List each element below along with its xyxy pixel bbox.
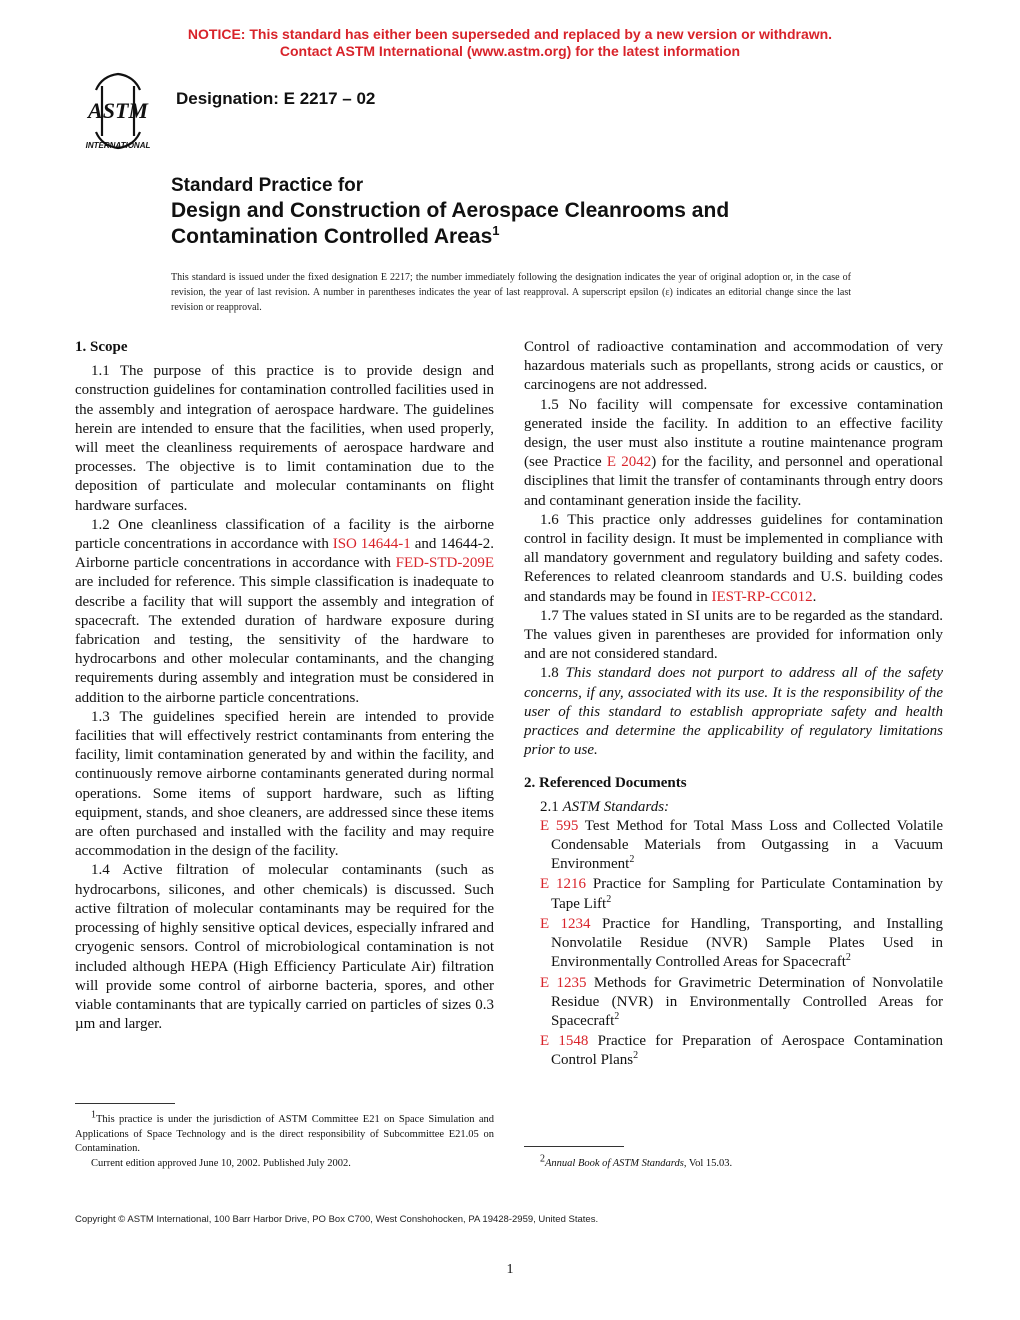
p1-2-text-c: are included for reference. This simple classification is inadequate to describe a facility that will support the assembly and integration of spacecraft. The extended duration of hardware exposure during fabrication and testing, the sensitivity of the hardware to hydrocarbons and other molecular contaminants, and the changing requirements during assembly and integration must be considered in addition to the airborne particle concentrations. <box>75 574 494 706</box>
subsection-2-1 <box>524 798 943 817</box>
p1-5-text-a: 1.5 No facility will compensate for excessive contamination generated inside the facility. In addition to an effective facility design, the user must also institute a routine maintenance program (see Practice <box>524 396 943 471</box>
reference-item <box>524 1032 943 1070</box>
subsection-2-1-label: ASTM Standards: <box>562 798 670 815</box>
section-heading-scope: 1. Scope <box>75 339 128 355</box>
document-title <box>171 174 891 250</box>
link-e-595[interactable]: E 595 <box>540 817 579 834</box>
footnote-2-text <box>524 1153 733 1169</box>
p1-8-number: 1.8 <box>540 665 566 682</box>
reference-text: Practice for Preparation of Aerospace Contamination Control Plans <box>551 1033 943 1069</box>
footnote-2-title: Annual Book of ASTM Standards <box>545 1158 684 1169</box>
reference-text: Practice for Handling, Transporting, and Installing Nonvolatile Residue (NVR) Sample Plates Used in Environmentally Controlled Areas for Spacecraft <box>551 915 944 971</box>
link-fed-std-209e[interactable]: FED-STD-209E <box>395 555 494 572</box>
title-line-3-text: Contamination Controlled Areas <box>171 225 493 248</box>
section-heading-referenced-documents: 2. Referenced Documents <box>524 775 687 792</box>
reference-footnote-mark: 2 <box>629 854 635 866</box>
reference-item <box>524 817 943 875</box>
title-line-1: Standard Practice for <box>171 175 364 196</box>
paragraph-1-7: 1.7 The values stated in SI units are to be regarded as the standard. The values given in parentheses are provided for information only and are not considered standard. <box>524 607 943 663</box>
paragraph-1-4-continued: Control of radioactive contamination and accommodation of very hazardous materials such as propellants, strong acids or caustics, or carcinogens are not addressed. <box>524 339 943 394</box>
paragraph-1-5 <box>524 396 943 511</box>
footnote-1 <box>75 1109 494 1171</box>
footnote-divider-right <box>524 1146 624 1147</box>
astm-logo <box>74 72 164 152</box>
link-e-1234[interactable]: E 1234 <box>540 915 591 932</box>
right-column <box>524 338 943 1072</box>
footnote-1-body: This practice is under the jurisdiction of ASTM Committee E21 on Space Simulation and Applications of Space Technology and is the direct responsibility of Subcommittee E21.05 on Contamination. <box>75 1114 494 1154</box>
paragraph-1-3: 1.3 The guidelines specified herein are intended to provide facilities that will effectively restrict contaminants from entering the facility, limit contamination generated by and within the facility, and continuously remove airborne contaminants generated during normal operations. Some items of support hardware, such as lifting equipment, stands, and shoe cleaners, are addressed since these items are often purchased and installed with the facility and may require accommodation in the design of the facility. <box>75 708 494 860</box>
logo-subtext: INTERNATIONAL <box>85 141 151 150</box>
page-number: 1 <box>506 1262 514 1277</box>
footnote-2-mark: 2 <box>540 1153 545 1165</box>
reference-item <box>524 875 943 913</box>
reference-text: Test Method for Total Mass Loss and Collected Volatile Condensable Materials from Outgassing in a Vacuum Environment <box>551 817 943 873</box>
reference-footnote-mark: 2 <box>845 952 851 964</box>
copyright-line: Copyright © ASTM International, 100 Barr Harbor Drive, PO Box C700, West Conshohocken, PA 19428-2959, United States. <box>75 1214 599 1225</box>
title-footnote-mark: 1 <box>492 223 500 238</box>
p1-2-text-b: and 14644-2. Airborne particle concentrations in accordance with <box>75 536 495 572</box>
reference-item <box>524 974 943 1032</box>
link-iso-14644-1[interactable]: ISO 14644-1 <box>332 536 411 553</box>
reference-footnote-mark: 2 <box>606 893 612 905</box>
title-main <box>171 198 891 250</box>
link-e-2042[interactable]: E 2042 <box>606 454 652 471</box>
link-e-1235[interactable]: E 1235 <box>540 974 587 991</box>
designation: Designation: E 2217 – 02 <box>176 89 376 108</box>
reference-footnote-mark: 2 <box>614 1010 620 1022</box>
footnote-1-edition: Current edition approved June 10, 2002. Published July 2002. <box>91 1157 351 1169</box>
footnote-divider-left <box>75 1103 175 1104</box>
link-e-1548[interactable]: E 1548 <box>540 1033 589 1050</box>
title-line-3 <box>171 224 891 250</box>
paragraph-1-2 <box>75 516 494 708</box>
issue-note: This standard is issued under the fixed designation E 2217; the number immediately following the designation indicates the year of original adoption or, in the case of revision, the year of last revision. A number in parentheses indicates the year of last reapproval. A superscript epsilon (ε) indicates an editorial change since the last revision or reapproval. <box>171 272 851 313</box>
paragraph-1-4: 1.4 Active filtration of molecular contaminants (such as hydrocarbons, silicones, and other chemicals) is discussed. Such active filtration of molecular contaminants may be required for the processing of highly sensitive optical devices, especially infrared and cryogenic sensors. Control of microbiological contamination is not included although HEPA (High Efficiency Particulate Air) filtration will provide some control of airborne bacteria, spores, and other viable contaminants that are typically carried on particles of sizes 0.3 µm and larger. <box>75 862 494 1033</box>
supersession-notice <box>0 26 1020 60</box>
link-iest-rp-cc012[interactable]: IEST-RP-CC012 <box>711 588 813 605</box>
notice-line-2: Contact ASTM International (www.astm.org) for the latest information <box>279 43 741 59</box>
paragraph-1-8 <box>524 664 943 760</box>
left-column <box>75 338 494 1034</box>
title-line-2: Design and Construction of Aerospace Cleanrooms and <box>171 199 730 222</box>
footnote-1-mark: 1 <box>91 1109 96 1121</box>
subsection-2-1-number: 2.1 <box>540 798 563 815</box>
p1-8-text: This standard does not purport to address all of the safety concerns, if any, associated with its use. It is the responsibility of the user of this standard to establish appropriate safety and health practices and determine the applicability of regulatory limitations prior to use. <box>524 665 944 759</box>
p1-6-text-a: 1.6 This practice only addresses guidelines for contamination control in facility design. It must be implemented in compliance with all mandatory government and regulatory building and safety codes. References to related cleanroom standards and U.S. building codes and standards may be found in <box>524 511 943 605</box>
reference-text: Practice for Sampling for Particulate Contamination by Tape Lift <box>551 876 943 912</box>
reference-item <box>524 915 943 973</box>
p1-2-text-a: 1.2 One cleanliness classification of a facility is the airborne particle concentrations in accordance with <box>75 516 494 553</box>
notice-line-1: NOTICE: This standard has either been superseded and replaced by a new version or withdrawn. <box>187 26 833 42</box>
footnote-2-rest: , Vol 15.03. <box>683 1158 733 1169</box>
footnote-1-text <box>75 1109 494 1157</box>
paragraph-1-1: 1.1 The purpose of this practice is to provide design and construction guidelines for contamination controlled facilities used in the assembly and integration of aerospace hardware. The guidelines herein are intended to ensure that the facilities, when used properly, will meet the cleanliness requirements of aerospace hardware and processes. The objective is to limit contamination due to the deposition of particulate and molecular contaminants on flight hardware surfaces. <box>75 363 494 514</box>
logo-wordmark: ASTM <box>88 98 148 123</box>
p1-6-text-b: . <box>812 588 817 605</box>
reference-text: Methods for Gravimetric Determination of Nonvolatile Residue (NVR) in Environmentally Controlled Areas for Spacecraft <box>551 974 943 1029</box>
footnote-2 <box>524 1153 943 1172</box>
p1-5-text-b: ) for the facility, and personnel and operational disciplines that limit the transfer of contaminants through entry doors and contaminant generation inside the facility. <box>524 454 944 509</box>
paragraph-1-6 <box>524 511 943 607</box>
link-e-1216[interactable]: E 1216 <box>540 876 587 893</box>
reference-footnote-mark: 2 <box>633 1050 639 1062</box>
